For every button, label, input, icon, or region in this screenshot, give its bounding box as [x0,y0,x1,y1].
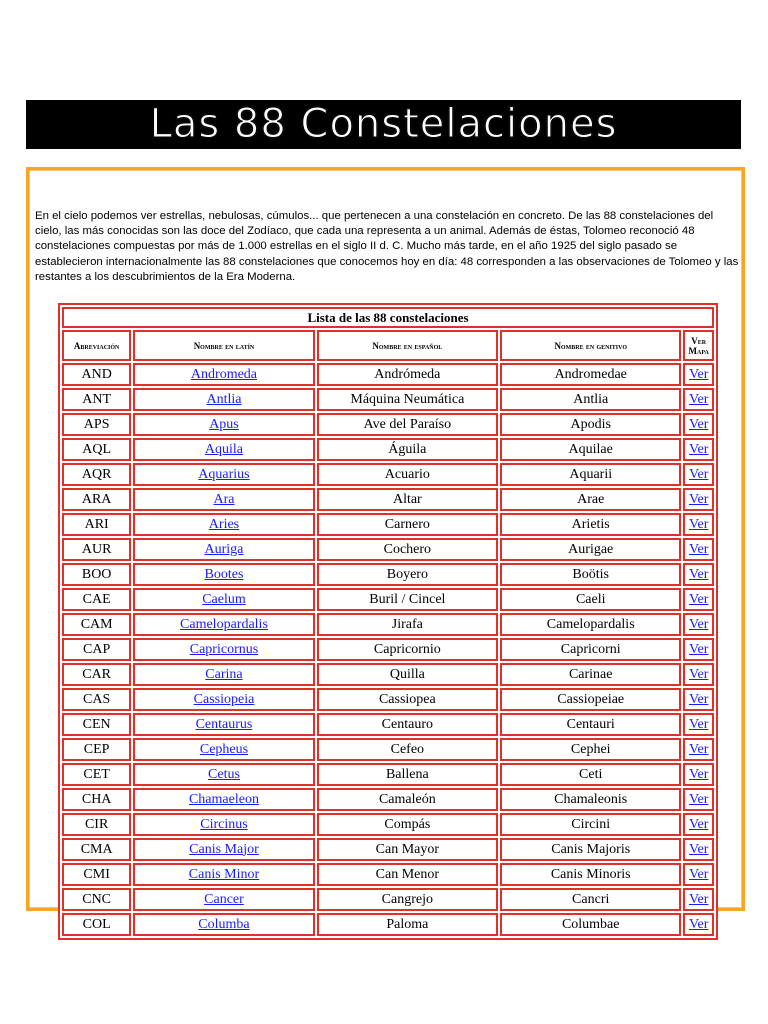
latin-name-link[interactable]: Canis Minor [188,866,260,882]
view-map-cell [683,513,714,536]
genitive-name-cell: Chamaleonis [500,788,681,811]
genitive-name-cell: Centauri [500,713,681,736]
latin-name-link[interactable]: Cancer [204,891,244,907]
genitive-name-cell: Andromedae [500,363,681,386]
table-row [62,613,714,636]
table-row [62,813,714,836]
view-map-link[interactable]: Ver [688,466,709,482]
latin-name-link[interactable]: Cassiopeia [193,691,255,707]
view-map-cell [683,663,714,686]
view-map-link[interactable]: Ver [688,766,709,782]
latin-name-cell [133,713,314,736]
view-map-cell [683,363,714,386]
abbreviation-cell: AND [62,363,131,386]
latin-name-link[interactable]: Auriga [204,541,244,557]
view-map-cell [683,888,714,911]
view-map-cell [683,388,714,411]
view-map-link[interactable]: Ver [688,641,709,657]
table-row [62,713,714,736]
latin-name-cell [133,788,314,811]
latin-name-link[interactable]: Bootes [204,566,244,582]
latin-name-cell [133,863,314,886]
table-row [62,788,714,811]
table-row [62,588,714,611]
table-row [62,863,714,886]
view-map-link[interactable]: Ver [688,666,709,682]
view-map-cell [683,788,714,811]
genitive-name-cell: Aquarii [500,463,681,486]
latin-name-cell [133,363,314,386]
view-map-link[interactable]: Ver [688,741,709,757]
constellations-table [58,303,718,940]
table-row [62,538,714,561]
table-row [62,888,714,911]
latin-name-cell [133,838,314,861]
view-map-link[interactable]: Ver [688,866,709,882]
spanish-name-cell: Can Mayor [317,838,498,861]
page-title [26,100,741,149]
view-map-cell [683,413,714,436]
latin-name-cell [133,438,314,461]
table-caption-row [62,307,714,328]
latin-name-cell [133,413,314,436]
intro-paragraph: En el cielo podemos ver estrellas, nebulosas, cúmulos... que pertenecen a una constelación en concreto. De las 88 constelaciones del cielo, las más conocidas son las doce del Zodíaco, que cada una representa a un animal. Además de éstas, Tolomeo reconoció 48 constelaciones compuestas por más de 1.000 estrellas en el siglo II d. C. Mucho más tarde, en el año 1925 del siglo pasado se establecieron internacionalmente las 88 constelaciones que conocemos hoy en día: 48 corresponden a las observaciones de Tolomeo y las restantes a los descubrimientos de la Era Moderna. [35,210,739,283]
latin-name-cell [133,688,314,711]
view-map-cell [683,638,714,661]
spanish-name-cell: Andrómeda [317,363,498,386]
header-latin-name: Nombre en latín [133,330,314,361]
spanish-name-cell: Carnero [317,513,498,536]
view-map-link[interactable]: Ver [688,441,709,457]
abbreviation-cell: CAP [62,638,131,661]
table-row [62,513,714,536]
latin-name-cell [133,813,314,836]
latin-name-cell [133,513,314,536]
view-map-cell [683,538,714,561]
view-map-link[interactable]: Ver [688,841,709,857]
table-row [62,563,714,586]
abbreviation-cell: AQL [62,438,131,461]
view-map-cell [683,763,714,786]
table-row [62,688,714,711]
spanish-name-cell: Altar [317,488,498,511]
table-row [62,463,714,486]
table-body [62,363,714,936]
abbreviation-cell: CAM [62,613,131,636]
latin-name-cell [133,613,314,636]
table-row [62,913,714,936]
abbreviation-cell: CHA [62,788,131,811]
genitive-name-cell: Ceti [500,763,681,786]
view-map-cell [683,813,714,836]
header-view-map [683,330,714,361]
genitive-name-cell: Camelopardalis [500,613,681,636]
table-row [62,363,714,386]
abbreviation-cell: CEP [62,738,131,761]
genitive-name-cell: Apodis [500,413,681,436]
latin-name-link[interactable]: Cepheus [199,741,249,757]
abbreviation-cell: CET [62,763,131,786]
spanish-name-cell: Águila [317,438,498,461]
latin-name-cell [133,663,314,686]
view-map-link[interactable]: Ver [688,916,709,932]
header-view-map-line2: Mapa [688,345,709,356]
genitive-name-cell: Cephei [500,738,681,761]
genitive-name-cell: Arae [500,488,681,511]
genitive-name-cell: Arietis [500,513,681,536]
table-row [62,738,714,761]
abbreviation-cell: BOO [62,563,131,586]
genitive-name-cell: Carinae [500,663,681,686]
table-row [62,413,714,436]
view-map-cell [683,588,714,611]
latin-name-link[interactable]: Centaurus [195,716,253,732]
genitive-name-cell: Aquilae [500,438,681,461]
genitive-name-cell: Columbae [500,913,681,936]
latin-name-link[interactable]: Capricornus [189,641,259,657]
latin-name-cell [133,563,314,586]
table-row [62,763,714,786]
latin-name-link[interactable]: Carina [205,666,243,682]
latin-name-link[interactable]: Aries [208,516,240,532]
abbreviation-cell: AUR [62,538,131,561]
latin-name-link[interactable]: Apus [209,416,239,432]
abbreviation-cell: AQR [62,463,131,486]
latin-name-cell [133,538,314,561]
genitive-name-cell: Boötis [500,563,681,586]
latin-name-link[interactable]: Camelopardalis [180,616,268,632]
spanish-name-cell: Cangrejo [317,888,498,911]
header-view-map-line1: Ver [691,335,707,346]
genitive-name-cell: Antlia [500,388,681,411]
view-map-link[interactable]: Ver [688,891,709,907]
spanish-name-cell: Máquina Neumática [317,388,498,411]
view-map-link[interactable]: Ver [688,491,709,507]
latin-name-link[interactable]: Antlia [206,391,242,407]
genitive-name-cell: Caeli [500,588,681,611]
view-map-cell [683,488,714,511]
view-map-cell [683,463,714,486]
abbreviation-cell: CMI [62,863,131,886]
genitive-name-cell: Cancri [500,888,681,911]
spanish-name-cell: Cefeo [317,738,498,761]
abbreviation-cell: CAE [62,588,131,611]
spanish-name-cell: Capricornio [317,638,498,661]
view-map-link[interactable]: Ver [688,616,709,632]
header-genitive-name: Nombre en genitivo [500,330,681,361]
view-map-link[interactable]: Ver [688,716,709,732]
table-row [62,838,714,861]
genitive-name-cell: Canis Majoris [500,838,681,861]
view-map-link[interactable]: Ver [688,391,709,407]
spanish-name-cell: Cochero [317,538,498,561]
abbreviation-cell: CAS [62,688,131,711]
view-map-link[interactable]: Ver [688,366,709,382]
abbreviation-cell: ANT [62,388,131,411]
latin-name-cell [133,388,314,411]
view-map-link[interactable]: Ver [688,566,709,582]
latin-name-link[interactable]: Andromeda [190,366,258,382]
latin-name-cell [133,738,314,761]
view-map-cell [683,713,714,736]
spanish-name-cell: Boyero [317,563,498,586]
table-row [62,438,714,461]
genitive-name-cell: Cassiopeiae [500,688,681,711]
view-map-cell [683,738,714,761]
abbreviation-cell: CMA [62,838,131,861]
genitive-name-cell: Aurigae [500,538,681,561]
abbreviation-cell: ARI [62,513,131,536]
latin-name-link[interactable]: Circinus [200,816,248,832]
view-map-cell [683,563,714,586]
table-row [62,663,714,686]
genitive-name-cell: Canis Minoris [500,863,681,886]
table-caption: Lista de las 88 constelaciones [62,307,714,328]
view-map-link[interactable]: Ver [688,516,709,532]
abbreviation-cell: COL [62,913,131,936]
latin-name-link[interactable]: Columba [198,916,250,932]
spanish-name-cell: Buril / Cincel [317,588,498,611]
table-row [62,388,714,411]
latin-name-link[interactable]: Cetus [208,766,240,782]
latin-name-cell [133,888,314,911]
table-header-row [62,330,714,361]
spanish-name-cell: Paloma [317,913,498,936]
latin-name-link[interactable]: Chamaeleon [188,791,259,807]
latin-name-link[interactable]: Canis Major [189,841,259,857]
view-map-link[interactable]: Ver [688,416,709,432]
view-map-cell [683,688,714,711]
view-map-cell [683,863,714,886]
latin-name-link[interactable]: Aquila [204,441,244,457]
latin-name-cell [133,488,314,511]
latin-name-cell [133,638,314,661]
spanish-name-cell: Can Menor [317,863,498,886]
page-title-text: Las 88 Constelaciones [149,101,618,147]
genitive-name-cell: Circini [500,813,681,836]
spanish-name-cell: Centauro [317,713,498,736]
header-spanish-name: Nombre en español [317,330,498,361]
view-map-cell [683,913,714,936]
view-map-link[interactable]: Ver [688,816,709,832]
latin-name-cell [133,463,314,486]
spanish-name-cell: Ballena [317,763,498,786]
spanish-name-cell: Quilla [317,663,498,686]
genitive-name-cell: Capricorni [500,638,681,661]
view-map-link[interactable]: Ver [688,591,709,607]
abbreviation-cell: CEN [62,713,131,736]
table-row [62,638,714,661]
spanish-name-cell: Ave del Paraíso [317,413,498,436]
abbreviation-cell: APS [62,413,131,436]
spanish-name-cell: Camaleón [317,788,498,811]
latin-name-link[interactable]: Caelum [202,591,246,607]
latin-name-cell [133,588,314,611]
latin-name-cell [133,913,314,936]
abbreviation-cell: CIR [62,813,131,836]
view-map-cell [683,438,714,461]
spanish-name-cell: Jirafa [317,613,498,636]
spanish-name-cell: Acuario [317,463,498,486]
abbreviation-cell: ARA [62,488,131,511]
spanish-name-cell: Compás [317,813,498,836]
view-map-cell [683,613,714,636]
abbreviation-cell: CNC [62,888,131,911]
view-map-cell [683,838,714,861]
spanish-name-cell: Cassiopea [317,688,498,711]
latin-name-cell [133,763,314,786]
content-frame [26,167,745,932]
view-map-link[interactable]: Ver [688,791,709,807]
latin-name-link[interactable]: Aquarius [198,466,250,482]
view-map-link[interactable]: Ver [688,691,709,707]
latin-name-link[interactable]: Ara [213,491,235,507]
abbreviation-cell: CAR [62,663,131,686]
view-map-link[interactable]: Ver [688,541,709,557]
table-row [62,488,714,511]
header-abbreviation: Abreviación [62,330,131,361]
